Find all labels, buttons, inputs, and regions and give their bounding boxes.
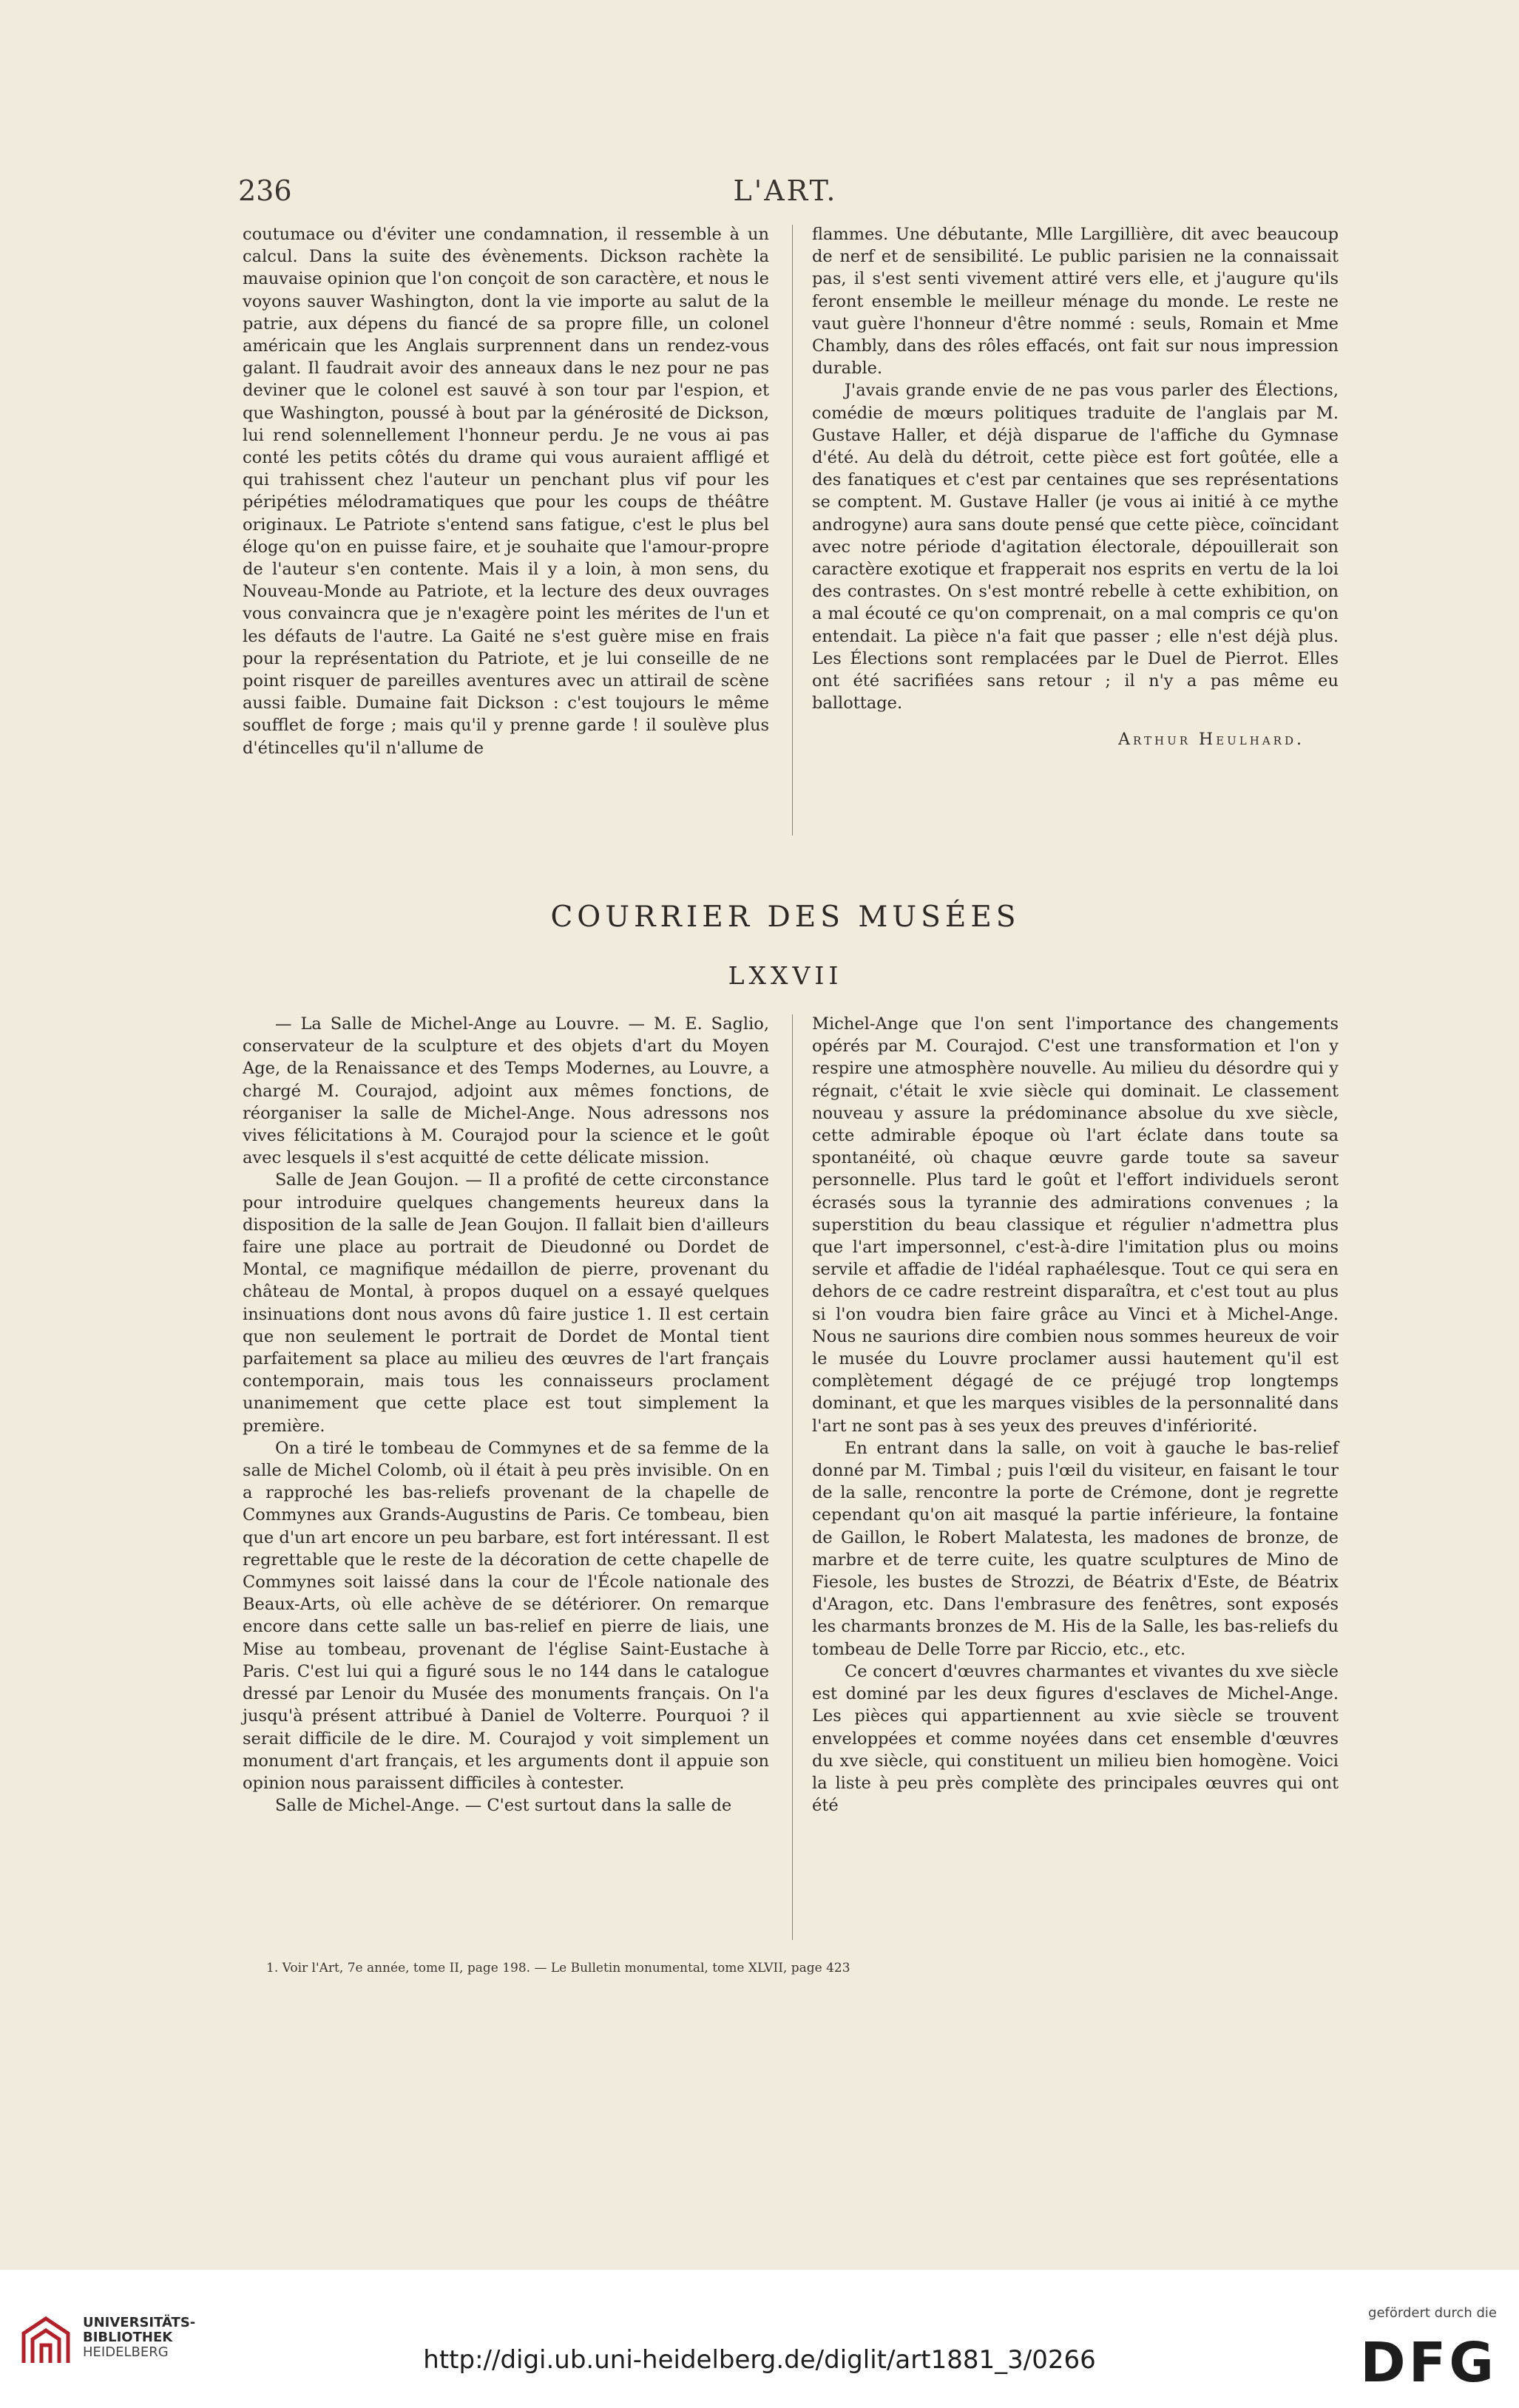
- paragraph: — La Salle de Michel-Ange au Louvre. — M. E. Saglio, conservateur de la sculpture et des objets d'art du Moyen Age, de la Renaissance et des Temps Modernes, au Louvre, a chargé M. Courajod, adjoint aux mêmes fonctions, de réorganiser la salle de Michel-Ange. Nous adressons nos vives félicitations à M. Courajod pour la science et le goût avec lesquels il s'est acquitté de cette délicate mission.: [243, 1014, 769, 1168]
- paragraph: J'avais grande envie de ne pas vous parler des Élections, comédie de mœurs politiques traduite de l'anglais par M. Gustave Haller, et déjà disparue de l'affiche du Gymnase d'été. Au delà du détroit, cette pièce est fort goûtée, elle a des fanatiques et c'est par centaines que ses représentations se comptent. M. Gustave Haller (je vous ai initié à ce mythe androgyne) aura sans doute pensé que cette pièce, coïncidant avec notre période d'agitation électorale, dépouillerait son caractère exotique et frapperait nos esprits en vertu de la loi des contrastes. On s'est montré rebelle à cette exhibition, on a mal écouté ce qu'on comprenait, on a mal compris ce qu'on entendait. La pièce n'a fait que passer ; elle n'est déjà plus. Les Élections sont remplacées par le Duel de Pierrot. Elles ont été sacrifiées sans retour ; il n'y a pas même eu ballottage.: [812, 381, 1339, 713]
- dfg-logo: DFG: [1360, 2331, 1497, 2395]
- page-header: [238, 174, 1333, 219]
- column-divider-top: [792, 225, 793, 835]
- article1-right-column: [812, 223, 1339, 752]
- running-head: L'ART.: [733, 174, 838, 207]
- author-signature: Arthur Heulhard.: [1118, 730, 1305, 750]
- paragraph: En entrant dans la salle, on voit à gauche le bas-relief donné par M. Timbal ; puis l'œil du visiteur, en faisant le tour de la salle, rencontre la porte de Crémone, dont je regrette cependant qu'on ait masqué la partie inférieure, la fontaine de Gaillon, le Robert Malatesta, les madones de bronze, de marbre et de terre cuite, les quatre sculptures de Mino de Fiesole, les bustes de Strozzi, de Béatrix d'Este, de Béatrix d'Aragon, etc. Dans l'embrasure des fenêtres, sont exposés les charmants bronzes de M. His de la Salle, les bas-reliefs du tombeau de Delle Torre par Riccio, etc., etc.: [812, 1438, 1339, 1659]
- column-divider-bottom: [792, 1014, 793, 1940]
- section-title: COURRIER DES MUSÉES: [550, 901, 1021, 934]
- article1-left-column: [243, 223, 769, 759]
- section-number: LXXVII: [728, 961, 843, 990]
- digitization-footer: [0, 2292, 1519, 2408]
- source-url-link[interactable]: http://digi.ub.uni-heidelberg.de/diglit/art1881_3/0266: [423, 2345, 1096, 2375]
- paragraph: flammes. Une débutante, Mlle Largillière, dit avec beaucoup de nerf et de sensibilité. Le public parisien ne la connaissait pas, il s'est senti vivement attiré vers elle, et j'augure qu'ils feront ensemble le meilleur ménage du monde. Le reste ne vaut guère l'honneur d'être nommé : seuls, Romain et Mme Chambly, dans des rôles effacés, ont fait sur nous impression durable.: [812, 225, 1339, 379]
- paragraph: Salle de Michel-Ange. — C'est surtout dans la salle de: [275, 1796, 732, 1816]
- paragraph: Michel-Ange que l'on sent l'importance des changements opérés par M. Courajod. C'est une transformation et l'on y respire une atmosphère nouvelle. Au milieu du désordre qui y régnait, c'était le xvie siècle qui dominait. Le classement nouveau y assure la prédominance absolue du xve siècle, cette admirable époque où l'art éclate dans toute sa spontanéité, où chaque œuvre garde toute sa saveur personnelle. Plus tard le goût et l'effort individuels seront écrasés sous la tyrannie des admirations convenues ; la superstition du beau classique et régulier n'admettra plus que l'art impersonnel, c'est-à-dire l'imitation plus ou moins servile et affadie de l'idéal raphaélesque. Tout ce qui sera en dehors de ce cadre restreint disparaîtra, et c'est tout au plus si l'on voudra bien faire grâce au Vinci et à Michel-Ange. Nous ne saurions dire combien nous sommes heureux de voir le musée du Louvre proclamer aussi hautement qu'il est complètement dégagé de ce préjugé trop longtemps dominant, et que les marques visibles de la personnalité dans l'art ne sont pas à ses yeux des preuves d'infériorité.: [812, 1014, 1339, 1436]
- article2-left-column: [243, 1013, 769, 1817]
- funded-by-label: gefördert durch die: [1368, 2305, 1497, 2321]
- paragraph: coutumace ou d'éviter une condamnation, il ressemble à un calcul. Dans la suite des évènements. Dickson rachète la mauvaise opinion que l'on conçoit de son caractère, et nous le voyons sauver Washington, dont la vie importe au salut de la patrie, aux dépens du fiancé de sa propre fille, un colonel américain que les Anglais surprennent dans un rendez-vous galant. Il faudrait avoir des anneaux dans le nez pour ne pas deviner que le colonel est sauvé à son tour par l'espion, et que Washington, poussé à bout par la générosité de Dickson, lui rend solennellement l'honneur perdu. Je ne vous ai pas conté les petits côtés du drame qui vous auraient affligé et qui trahissent chez l'auteur un penchant plus vif pour les péripéties mélodramatiques que pour les coups de théâtre originaux. Le Patriote s'entend sans fatigue, c'est le plus bel éloge qu'on en puisse faire, et je souhaite que l'amour-propre de l'auteur s'en contente. Mais il y a loin, à mon sens, du Nouveau-Monde au Patriote, et la lecture des deux ouvrages vous convaincra que je n'exagère point les mérites de l'un et les défauts de l'autre. La Gaité ne s'est guère mise en frais pour la représentation du Patriote, et je lui conseille de ne point risquer de pareilles aventures avec un attirail de scène aussi faible. Dumaine fait Dickson : c'est toujours le même soufflet de forge ; mais qu'il y prenne garde ! il soulève plus d'étincelles qu'il n'allume de: [243, 225, 769, 758]
- page-number: 236: [238, 174, 292, 207]
- institution-line: HEIDELBERG: [83, 2344, 169, 2360]
- institution-line: UNIVERSITÄTS-: [83, 2315, 196, 2330]
- institution-line: BIBLIOTHEK: [83, 2330, 173, 2345]
- article2-right-column: [812, 1013, 1339, 1817]
- paragraph: Salle de Jean Goujon. — Il a profité de cette circonstance pour introduire quelques changements heureux dans la disposition de la salle de Jean Goujon. Il fallait bien d'ailleurs faire une place au portrait de Dieudonné ou Dordet de Montal, ce magnifique médaillon de pierre, provenant du château de Montal, à propos duquel on a essayé quelques insinuations dont nous avons dû faire justice 1. Il est certain que non seulement le portrait de Dordet de Montal tient parfaitement sa place au milieu des œuvres de l'art français contemporain, mais tous les connaisseurs proclament unanimement que cette place est tout simplement la première.: [243, 1170, 769, 1436]
- paragraph: Ce concert d'œuvres charmantes et vivantes du xve siècle est dominé par les deux figures d'esclaves de Michel-Ange. Les pièces qui appartiennent au xvie siècle se trouvent enveloppées et comme noyées dans cet ensemble d'œuvres du xve siècle, qui constituent un milieu bien homogène. Voici la liste à peu près complète des principales œuvres qui ont été: [812, 1661, 1339, 1816]
- footnote: 1. Voir l'Art, 7e année, tome II, page 198. — Le Bulletin monumental, tome XLVII, page 423: [266, 1961, 850, 1975]
- paragraph: On a tiré le tombeau de Commynes et de sa femme de la salle de Michel Colomb, où il était à peu près invisible. On en a rapproché les bas-reliefs provenant de la chapelle de Commynes aux Grands-Augustins de Paris. Ce tombeau, bien que d'un art encore un peu barbare, est fort intéressant. Il est regrettable que le reste de la décoration de cette chapelle de Commynes soit laissé dans la cour de l'École nationale des Beaux-Arts, où elle achève de se détériorer. On remarque encore dans cette salle un bas-relief en pierre de liais, une Mise au tombeau, provenant de l'église Saint-Eustache à Paris. C'est lui qui a figuré sous le no 144 dans le catalogue dressé par Lenoir du Musée des monuments français. On l'a jusqu'à présent attribué à Daniel de Volterre. Pourquoi ? il serait difficile de le dire. M. Courajod y voit simplement un monument d'art français, et les arguments dont il appuie son opinion nous paraissent difficiles à contester.: [243, 1438, 769, 1793]
